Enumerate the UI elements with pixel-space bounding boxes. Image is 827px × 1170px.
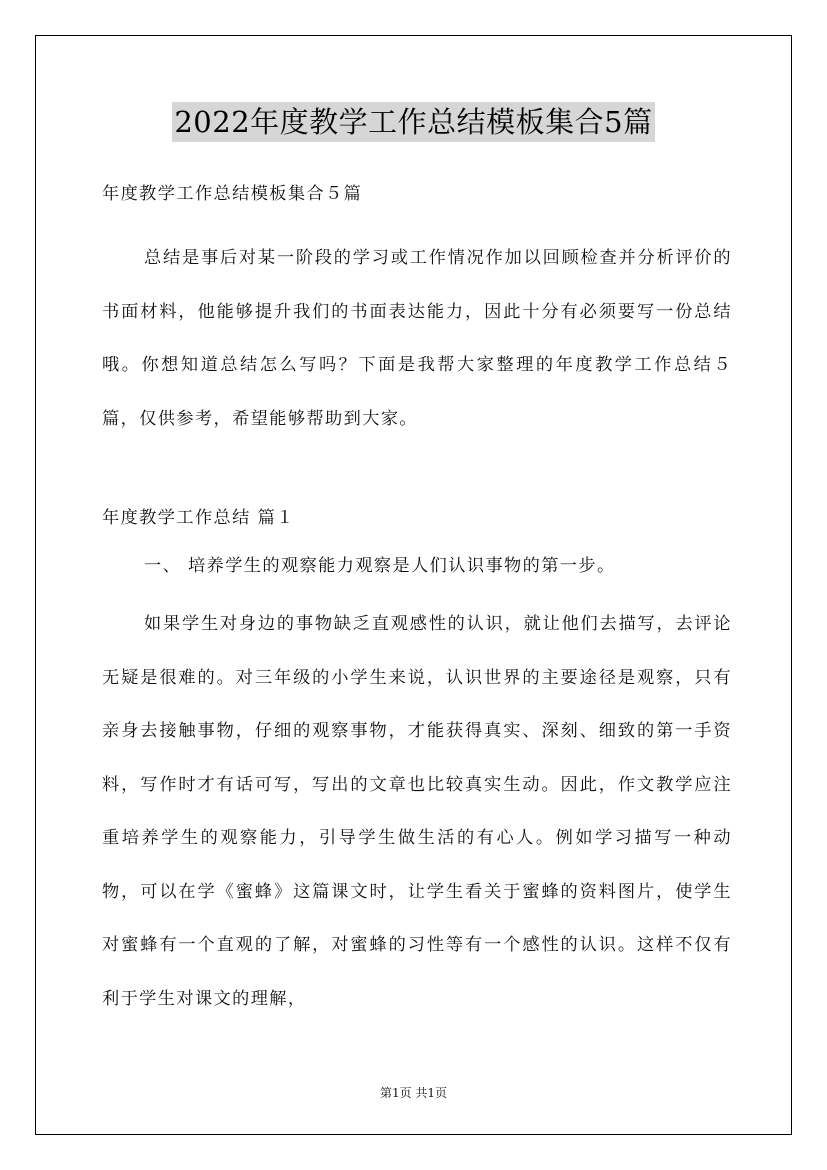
page-footer: 第1页 共1页	[379, 1086, 448, 1100]
title-container	[0, 102, 827, 142]
document-subtitle: 年度教学工作总结模板集合５篇	[102, 184, 363, 204]
point-one: 一、 培养学生的观察能力观察是人们认识事物的第一步。	[144, 556, 616, 576]
document-title: 2022年度教学工作总结模板集合5篇	[172, 102, 654, 142]
body-paragraph: 如果学生对身边的事物缺乏直观感性的认识，就让他们去描写，去评论无疑是很难的。对三年级的小学生来说，认识世界的主要途径是观察，只有亲身去接触事物，仔细的观察事物，才能获得真实、深刻、细致的第一手资料，写作时才有话可写，写出的文章也比较真实生动。因此，作文教学应注重培养学生的观察能力，引导学生做生活的有心人。例如学习描写一种动物，可以在学《蜜蜂》这篇课文时，让学生看关于蜜蜂的资料图片，使学生对蜜蜂有一个直观的了解，对蜜蜂的习性等有一个感性的认识。这样不仅有利于学生对课文的理解，	[102, 614, 732, 1009]
intro-paragraph: 总结是事后对某一阶段的学习或工作情况作加以回顾检查并分析评价的书面材料，他能够提升我们的书面表达能力，因此十分有必须要写一份总结哦。你想知道总结怎么写吗？下面是我帮大家整理的年度教学工作总结５篇，仅供参考，希望能够帮助到大家。	[102, 248, 732, 429]
section-heading: 年度教学工作总结 篇１	[102, 508, 295, 528]
